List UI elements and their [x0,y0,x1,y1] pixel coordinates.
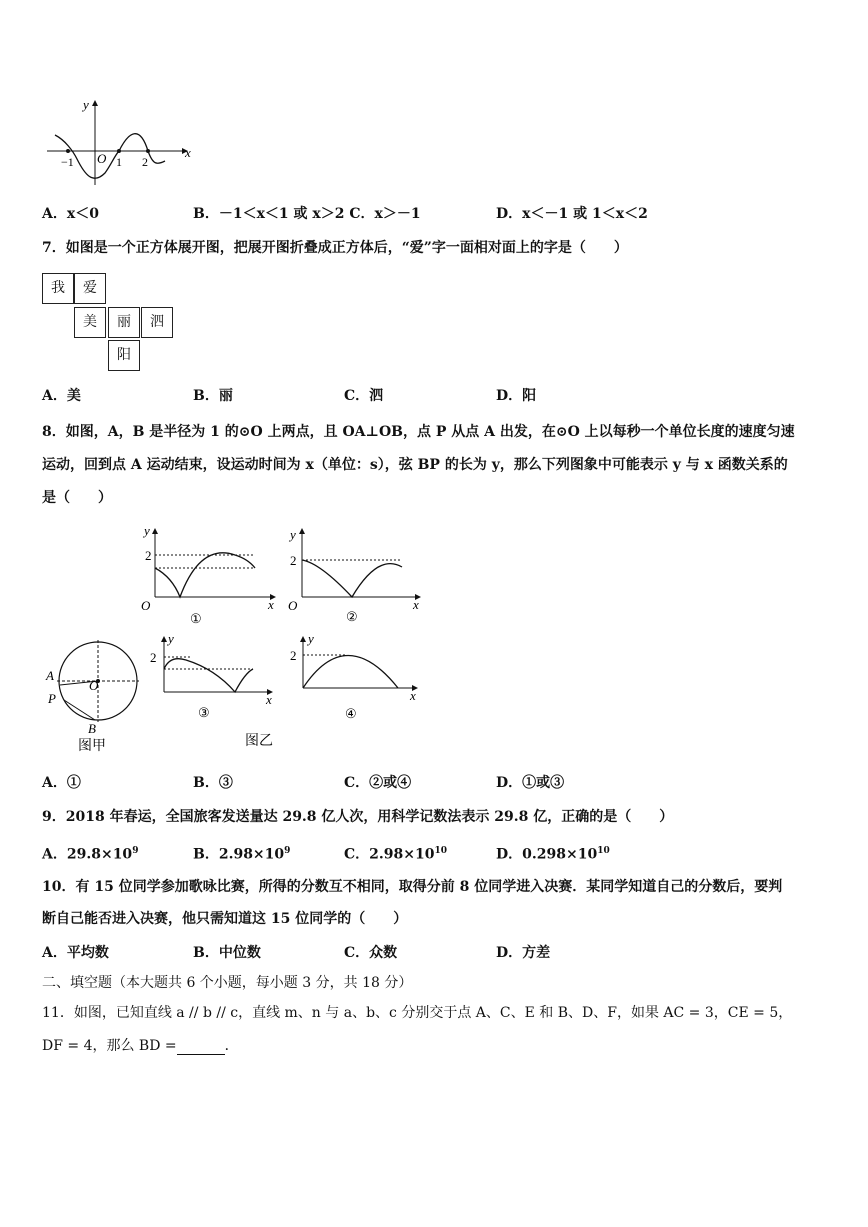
svg-text:y: y [308,631,314,646]
svg-text:②: ② [346,609,358,624]
svg-text:P: P [48,691,56,706]
q6-option-d: D．x＜－1 或 1＜x＜2 [496,206,648,222]
svg-text:O: O [288,598,298,613]
q7-option-b: B．丽 [193,388,233,404]
graph-2 [288,527,420,624]
svg-text:x: x [266,692,272,707]
q10-option-c: C．众数 [344,945,398,961]
svg-text:图乙: 图乙 [245,734,273,749]
q11-line1: 11．如图，已知直线 a // b // c，直线 m、n 与 a、b、c 分别交于点 A、C、E 和 B、D、F，如果 AC = 3，CE = 5， [42,1005,793,1021]
q8-line1: 8．如图，A，B 是半径为 1 的⊙O 上两点，且 OA⊥OB，点 P 从点 A 出发，在⊙O 上以每秒一个单位长度的速度匀速 [42,424,795,440]
svg-text:O: O [97,151,107,166]
q9-option-c: C．$2.98\times 10^{10}$ [344,846,447,863]
net-cell: 爱 [74,273,106,304]
q7-option-a: A．美 [42,388,81,404]
q10-line2: 断自己能否进入决赛，他只需知道这 15 位同学的（ ） [42,911,408,927]
q8-option-d: D．①或③ [496,775,565,791]
graph-1 [141,523,275,626]
answer-blank[interactable] [177,1040,225,1055]
q8-line2: 运动，回到点 A 运动结束，设运动时间为 x（单位：s），弦 BP 的长为 y，那么下列图象中可能表示 y 与 x 函数关系的 [42,457,788,473]
circle-figure [45,640,139,754]
svg-text:x: x [185,145,191,160]
q8-line3: 是（ ） [42,490,112,506]
svg-text:−1: −1 [61,155,74,169]
svg-text:2: 2 [145,548,152,563]
net-cell: 泗 [141,307,173,338]
q7-stem: 7．如图是一个正方体展开图，把展开图折叠成正方体后，“爱”字一面相对面上的字是（ ） [42,240,628,256]
svg-text:x: x [410,688,416,703]
q10-option-a: A．平均数 [42,945,109,961]
svg-text:y: y [290,527,296,542]
q8-option-b: B．③ [193,775,233,791]
q8-option-c: C．②或④ [344,775,412,791]
svg-text:B: B [88,721,96,736]
q6-option-a: A．x＜0 [42,206,99,222]
q8-option-a: A．① [42,775,81,791]
svg-text:③: ③ [198,705,210,720]
q9-option-d: D．$0.298\times 10^{10}$ [496,846,610,863]
q9-stem: 9．2018 年春运，全国旅客发送量达 29.8 亿人次，用科学记数法表示 29.8 亿，正确的是（ ） [42,809,674,825]
q10-option-b: B．中位数 [193,945,261,961]
svg-text:2: 2 [142,155,148,169]
svg-text:①: ① [190,611,202,626]
q10-option-d: D．方差 [496,945,551,961]
q11-line2: DF = 4，那么 BD = ． [42,1038,239,1054]
q6-option-bc: B．－1＜x＜1 或 x＞2 C．x＞－1 [193,206,421,222]
svg-text:x: x [413,597,419,612]
net-cell: 丽 [108,307,140,338]
svg-text:2: 2 [290,553,297,568]
section-heading: 二、填空题（本大题共 6 个小题，每小题 3 分，共 18 分） [42,975,413,991]
graph-3 [150,631,272,720]
svg-text:y: y [168,631,174,646]
net-cell: 美 [74,307,106,338]
graph-4 [290,631,417,721]
svg-text:x: x [268,597,274,612]
q7-option-d: D．阳 [496,388,537,404]
svg-text:1: 1 [116,155,122,169]
net-cell: 我 [42,273,74,304]
svg-text:④: ④ [345,706,357,721]
svg-text:A: A [46,668,54,683]
svg-text:O: O [141,598,151,613]
svg-text:O: O [89,678,99,693]
q6-graph [45,95,205,175]
q9-option-a: A．$29.8\times 10^9$ [42,846,139,863]
q8-figure [40,525,440,765]
svg-text:y: y [144,523,150,538]
svg-text:2: 2 [150,650,157,665]
q10-line1: 10．有 15 位同学参加歌咏比赛，所得的分数互不相同，取得分前 8 位同学进入决赛．某同学知道自己的分数后，要判 [42,879,783,895]
q7-option-c: C．泗 [344,388,384,404]
q9-option-b: B．$2.98\times 10^9$ [193,846,291,863]
svg-text:2: 2 [290,648,297,663]
svg-text:y: y [83,97,89,112]
svg-text:图甲: 图甲 [78,739,106,754]
net-cell: 阳 [108,340,140,371]
